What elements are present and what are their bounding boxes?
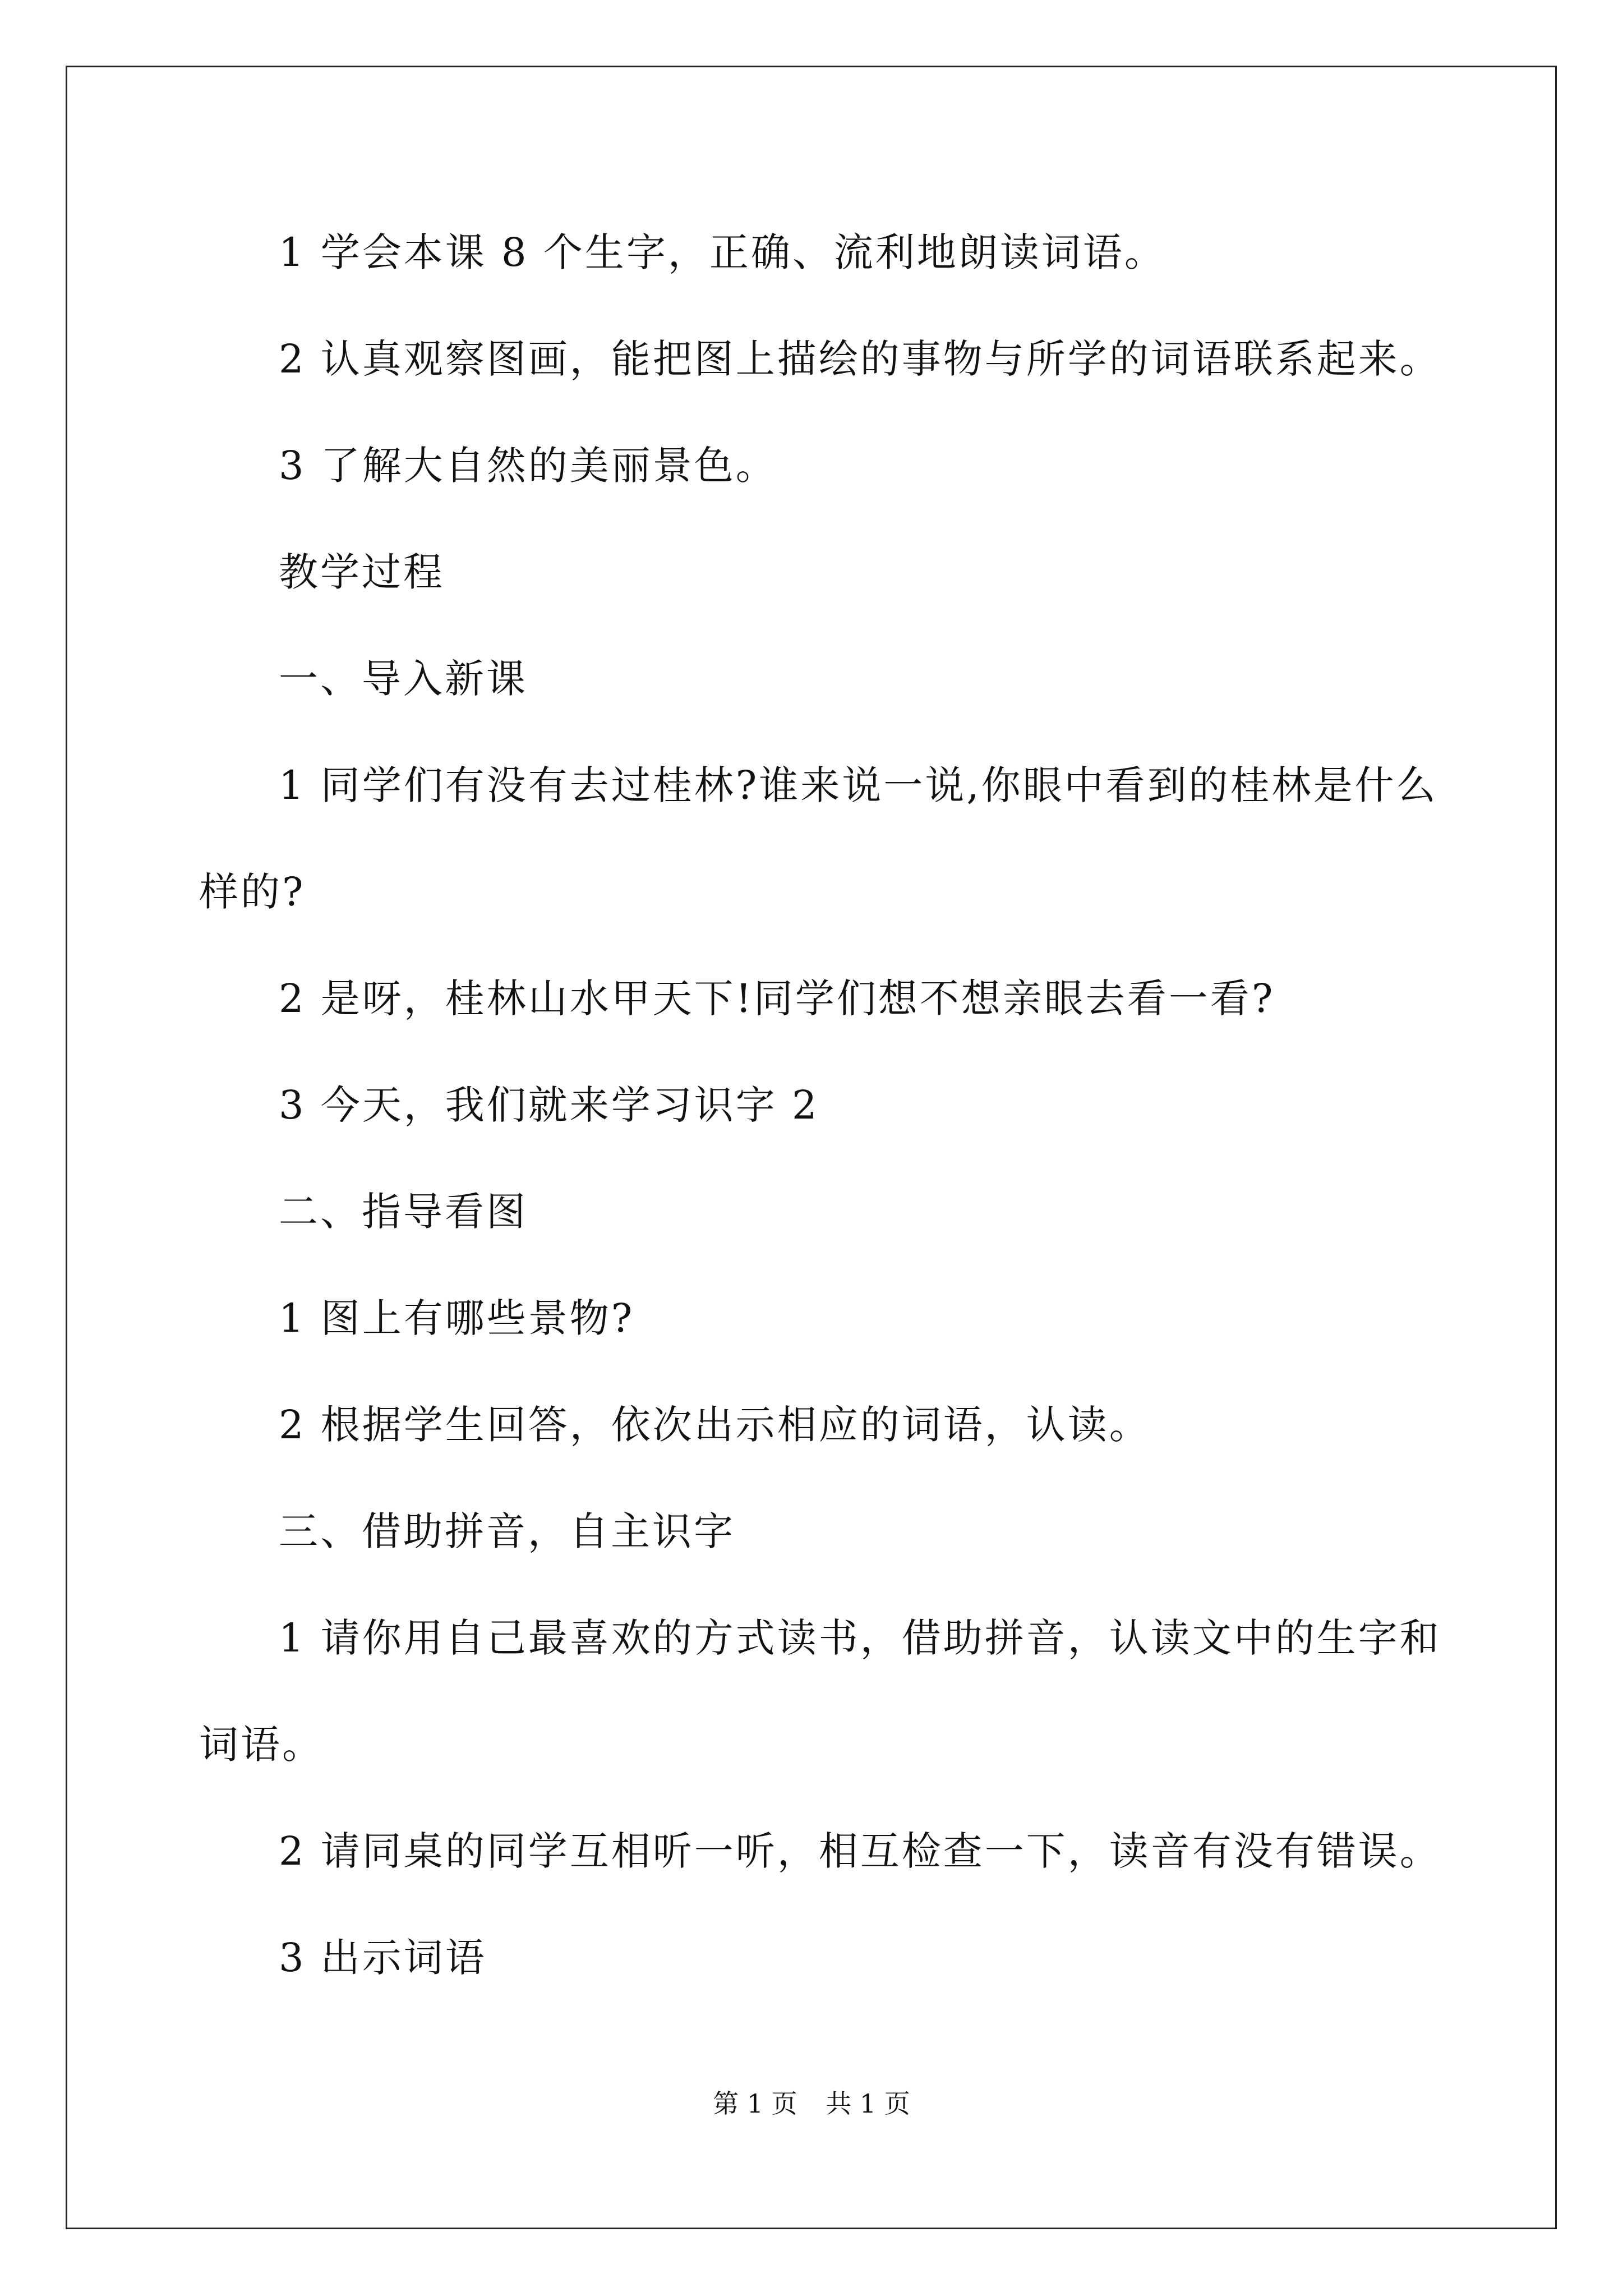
paragraph-line-continued: 样的? xyxy=(199,869,306,915)
objective-line-1: 1 学会本课 8 个生字，正确、流利地朗读词语。 xyxy=(279,229,1166,275)
paragraph-line: 2 请同桌的同学互相听一听，相互检查一下，读音有没有错误。 xyxy=(279,1828,1441,1874)
section-heading-teaching-process: 教学过程 xyxy=(279,549,445,595)
page-number-total: 共 1 页 xyxy=(826,2088,910,2119)
page-footer xyxy=(0,2087,1623,2120)
paragraph-line: 1 请你用自己最喜欢的方式读书，借助拼音，认读文中的生字和 xyxy=(279,1615,1441,1661)
paragraph-line: 3 今天，我们就来学习识字 2 xyxy=(279,1082,819,1128)
paragraph-line: 1 同学们有没有去过桂林?谁来说一说,你眼中看到的桂林是什么 xyxy=(279,762,1438,808)
page-number-current: 第 1 页 xyxy=(713,2088,797,2119)
paragraph-line-continued: 词语。 xyxy=(199,1722,324,1768)
paragraph-line: 3 出示词语 xyxy=(279,1935,487,1981)
paragraph-line: 2 是呀，桂林山水甲天下!同学们想不想亲眼去看一看? xyxy=(279,976,1275,1022)
objective-line-3: 3 了解大自然的美丽景色。 xyxy=(279,443,777,489)
objective-line-2: 2 认真观察图画，能把图上描绘的事物与所学的词语联系起来。 xyxy=(279,336,1441,382)
section-heading-1: 一、导入新课 xyxy=(279,656,528,702)
section-heading-3: 三、借助拼音，自主识字 xyxy=(279,1508,735,1554)
paragraph-line: 1 图上有哪些景物? xyxy=(279,1295,635,1341)
paragraph-line: 2 根据学生回答，依次出示相应的词语，认读。 xyxy=(279,1402,1151,1448)
section-heading-2: 二、指导看图 xyxy=(279,1189,528,1235)
page-border xyxy=(66,66,1557,2229)
